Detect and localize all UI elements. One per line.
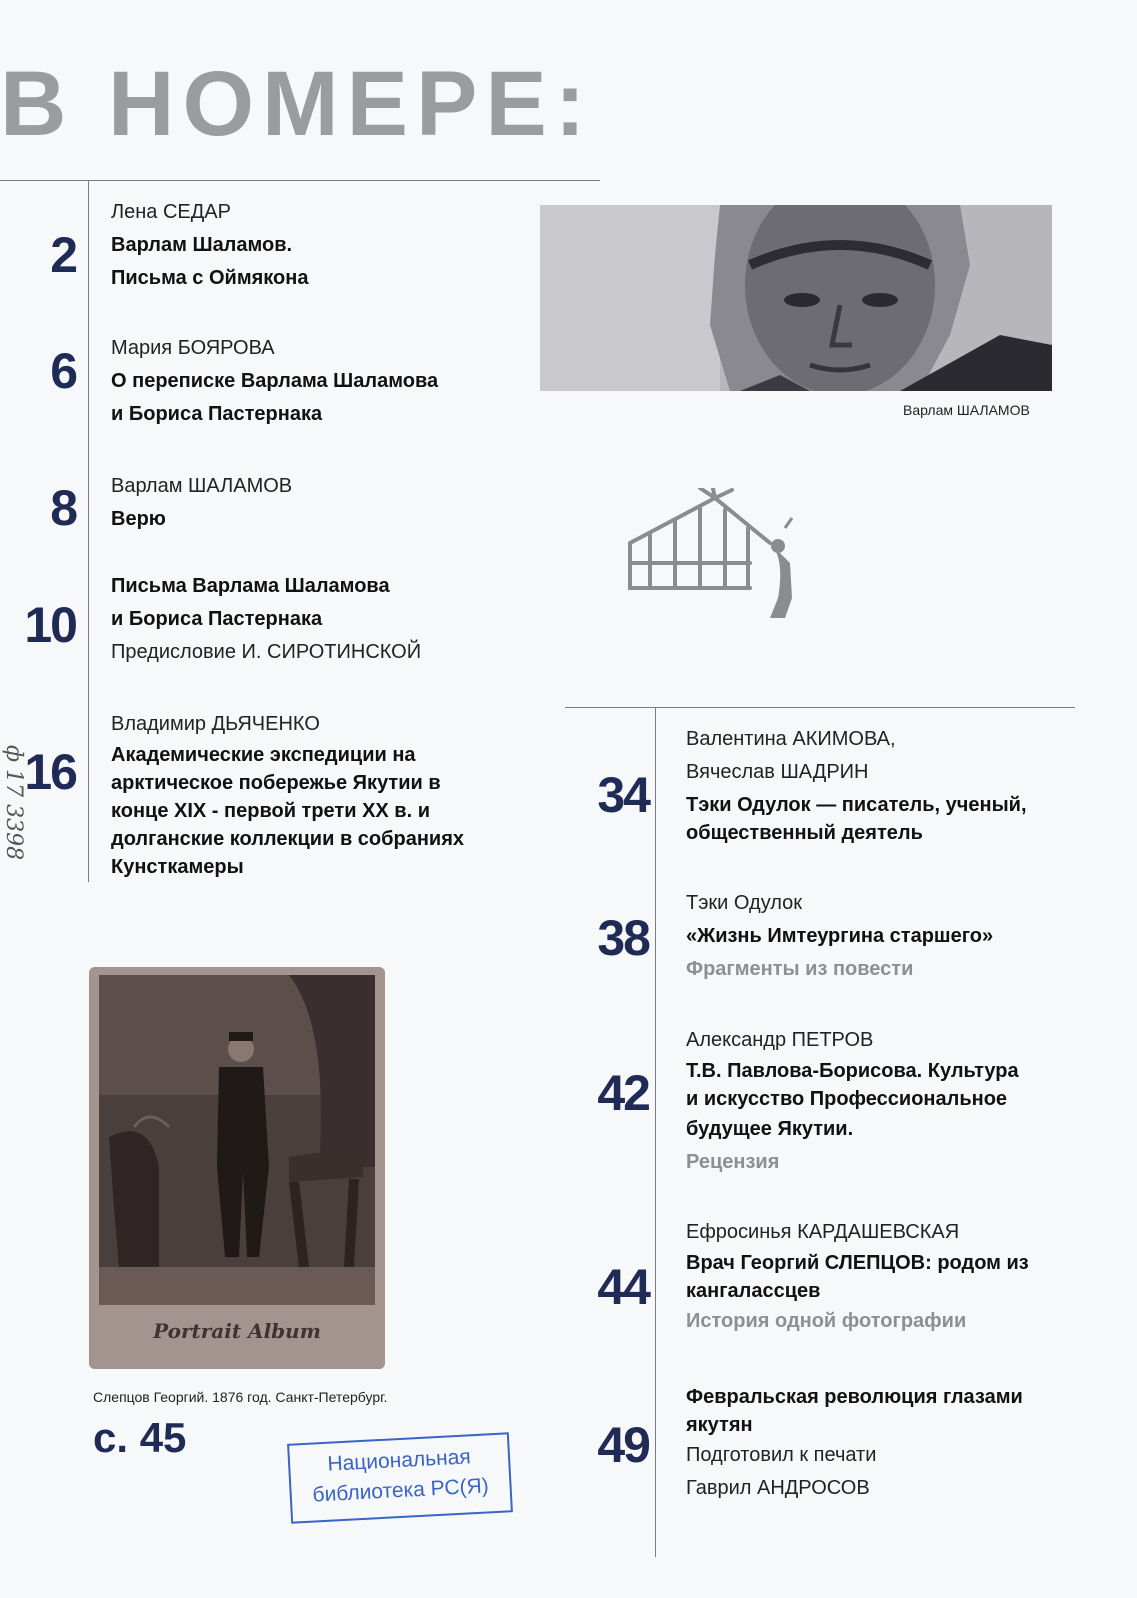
- entry-author: Мария БОЯРОВА: [111, 337, 275, 359]
- toc-entry: [686, 1216, 1106, 1338]
- historic-photo: [89, 967, 385, 1369]
- entry-title: О переписке Варлама Шаламова: [111, 370, 439, 392]
- entry-title: якутян: [686, 1414, 753, 1436]
- entry-author: Тэки Одулок: [686, 892, 803, 914]
- entry-note: Подготовил к печати: [686, 1444, 877, 1466]
- portrait-image: [540, 205, 1052, 391]
- entry-title: долганские коллекции в собраниях: [111, 828, 464, 850]
- entry-title: и искусство Профессиональное: [686, 1088, 1008, 1110]
- margin-handwriting: ф 17 3398: [1, 744, 27, 861]
- entry-subtitle: Рецензия: [686, 1151, 780, 1173]
- page-number: 16: [24, 744, 76, 800]
- heading-rule: [0, 180, 600, 181]
- entry-title: Письма Варлама Шаламова: [111, 575, 390, 597]
- entry-title: Кунсткамеры: [111, 856, 244, 878]
- stamp-line: Национальная: [326, 1445, 472, 1476]
- page-number: 10: [24, 597, 76, 653]
- toc-entry: [111, 470, 531, 536]
- toc-entry: [111, 570, 531, 669]
- entry-author: Владимир ДЬЯЧЕНКО: [111, 713, 320, 735]
- toc-entry: [111, 196, 531, 295]
- page-number: 44: [597, 1259, 649, 1315]
- photo-page-reference: с. 45: [93, 1414, 187, 1461]
- entry-author: Лена СЕДАР: [111, 201, 231, 223]
- entry-title: Письма с Оймякона: [111, 267, 309, 289]
- entry-author: Александр ПЕТРОВ: [686, 1029, 874, 1051]
- entry-title: кангалассцев: [686, 1280, 821, 1302]
- toc-entry: [111, 708, 541, 881]
- stamp-line: библиотека РС(Я): [311, 1474, 490, 1507]
- entry-subtitle: Фрагменты из повести: [686, 958, 914, 980]
- entry-title: Т.В. Павлова-Борисова. Культура: [686, 1060, 1019, 1082]
- entry-title: Февральская революция глазами: [686, 1386, 1023, 1408]
- page-number: 49: [597, 1417, 649, 1473]
- toc-entry: [686, 1024, 1106, 1179]
- entry-title: конце XIX - первой трети XX в. и: [111, 800, 431, 822]
- toc-entry: [686, 1383, 1106, 1505]
- entry-author: Ефросинья КАРДАШЕВСКАЯ: [686, 1221, 960, 1243]
- entry-title: Тэки Одулок — писатель, ученый,: [686, 794, 1027, 816]
- entry-title: общественный деятель: [686, 822, 923, 844]
- right-column-divider: [655, 707, 656, 1557]
- left-column-rule: [88, 180, 89, 882]
- toc-entry: [686, 887, 1106, 986]
- entry-title: арктическое побережье Якутии в: [111, 772, 441, 794]
- portrait-caption: Варлам ШАЛАМОВ: [903, 402, 1030, 418]
- entry-title: Варлам Шаламов.: [111, 234, 293, 256]
- page-number: 42: [597, 1065, 649, 1121]
- entry-note: Предисловие И. СИРОТИНСКОЙ: [111, 641, 422, 663]
- historic-photo-caption: Слепцов Георгий. 1876 год. Санкт-Петербург.: [93, 1389, 388, 1405]
- yurt-sketch-icon: [620, 488, 805, 618]
- page-number: 8: [50, 480, 76, 536]
- page-number: 2: [50, 227, 76, 283]
- right-column-rule: [565, 707, 1075, 708]
- entry-title: и Бориса Пастернака: [111, 403, 323, 425]
- entry-title: Академические экспедиции на: [111, 744, 416, 766]
- toc-entry: [111, 332, 531, 431]
- photo-inscription: Portrait Album: [153, 1319, 321, 1343]
- page-number: 6: [50, 343, 76, 399]
- page-number: 38: [597, 910, 649, 966]
- page-number: 34: [597, 767, 649, 823]
- entry-title: Врач Георгий СЛЕПЦОВ: родом из: [686, 1252, 1029, 1274]
- entry-author: Валентина АКИМОВА,: [686, 728, 896, 750]
- entry-title: будущее Якутии.: [686, 1118, 854, 1140]
- page-title: В НОМЕРЕ:: [0, 53, 594, 155]
- portrait-photo: [540, 205, 1052, 391]
- library-stamp: [287, 1432, 513, 1524]
- entry-author: Вячеслав ШАДРИН: [686, 761, 869, 783]
- entry-subtitle: История одной фотографии: [686, 1310, 967, 1332]
- entry-note: Гаврил АНДРОСОВ: [686, 1477, 870, 1499]
- entry-title: и Бориса Пастернака: [111, 608, 323, 630]
- entry-author: Варлам ШАЛАМОВ: [111, 475, 293, 497]
- entry-title: «Жизнь Имтеургина старшего»: [686, 925, 994, 947]
- toc-entry: [686, 723, 1106, 847]
- historic-photo-image: [89, 967, 385, 1369]
- entry-title: Верю: [111, 508, 166, 530]
